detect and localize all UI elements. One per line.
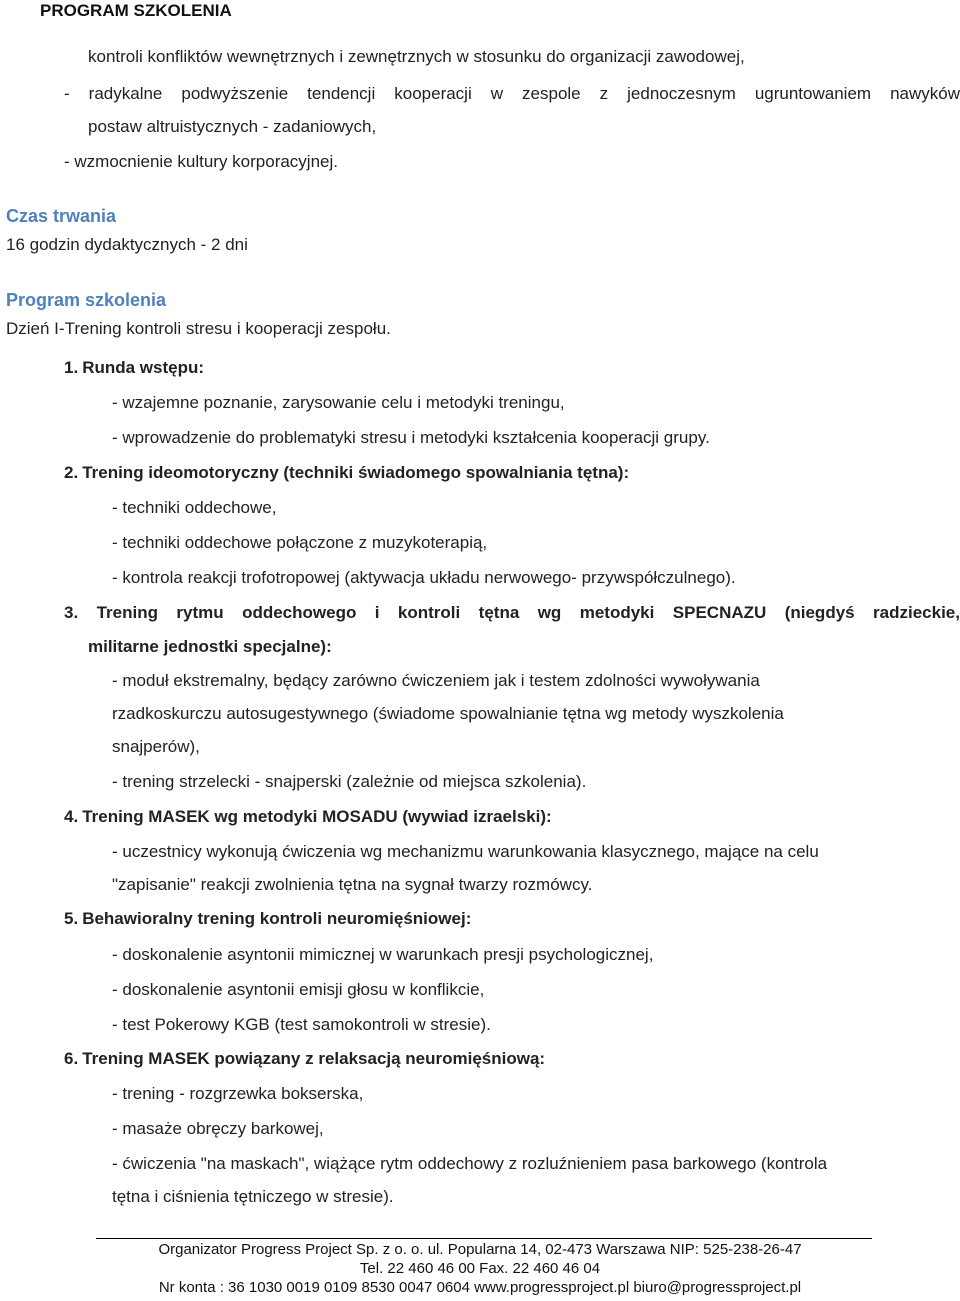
list-item: snajperów), — [112, 737, 200, 756]
list-item: - ćwiczenia "na maskach", wiążące rytm oddechowy z rozluźnieniem pasa barkowego (kontrola — [112, 1154, 828, 1173]
footer-organizer: Organizator Progress Project Sp. z o. o. ul. Popularna 14, 02-473 Warszawa NIP: 525-238-26-47 — [158, 1241, 802, 1258]
list-item: - doskonalenie asyntonii mimicznej w warunkach presji psychologicznej, — [112, 945, 654, 964]
list-item: - moduł ekstremalny, będący zarówno ćwiczeniem jak i testem zdolności wywoływania — [112, 671, 760, 690]
duration-heading: Czas trwania — [6, 206, 117, 226]
footer-account: Nr konta : 36 1030 0019 0109 8530 0047 0604 www.progressproject.pl biuro@progressproject.pl — [158, 1279, 802, 1296]
item-number: 2. — [64, 463, 79, 482]
program-heading: Program szkolenia — [6, 290, 167, 310]
list-item: - techniki oddechowe połączone z muzykoterapią, — [112, 533, 488, 552]
list-item: rzadkoskurczu autosugestywnego (świadome spowalnianie tętna wg metody wyszkolenia — [112, 704, 784, 723]
footer-contact: Tel. 22 460 46 00 Fax. 22 460 46 04 — [359, 1260, 601, 1277]
program-item-1-heading — [64, 357, 204, 379]
item-title: Runda wstępu: — [82, 358, 205, 377]
intro-line: - radykalne podwyższenie tendencji kooperacji w zespole z jednoczesnym ugruntowaniem nawyków — [64, 84, 960, 103]
list-item: - kontrola reakcji trofotropowej (aktywacja układu nerwowego- przywspółczulnego). — [112, 568, 736, 587]
list-item: - doskonalenie asyntonii emisji głosu w konflikcie, — [112, 980, 485, 999]
item-title: Behawioralny trening kontroli neuromięśniowej: — [82, 909, 472, 928]
list-item: - wzajemne poznanie, zarysowanie celu i metodyki treningu, — [112, 393, 565, 412]
item-number: 4. — [64, 807, 79, 826]
list-item: - techniki oddechowe, — [112, 498, 277, 517]
item-title: Trening MASEK powiązany z relaksacją neuromięśniową: — [82, 1049, 546, 1068]
intro-line: kontroli konfliktów wewnętrznych i zewnętrznych w stosunku do organizacji zawodowej, — [88, 47, 745, 66]
program-item-3-heading — [64, 602, 960, 624]
intro-line: - wzmocnienie kultury korporacyjnej. — [64, 152, 338, 171]
program-item-6-heading — [64, 1048, 545, 1070]
program-item-2-heading — [64, 462, 629, 484]
list-item: - wprowadzenie do problematyki stresu i metodyki kształcenia kooperacji grupy. — [112, 428, 710, 447]
item-title: Trening rytmu oddechowego i kontroli tętna wg metodyki SPECNAZU (niegdyś radzieckie, — [96, 603, 960, 622]
list-item: "zapisanie" reakcji zwolnienia tętna na sygnał twarzy rozmówcy. — [112, 875, 593, 894]
footer-divider — [96, 1238, 872, 1239]
item-number: 6. — [64, 1049, 79, 1068]
intro-line: postaw altruistycznych - zadaniowych, — [88, 117, 377, 136]
item-number: 3. — [64, 603, 79, 622]
list-item: - trening - rozgrzewka bokserska, — [112, 1084, 364, 1103]
day-heading: Dzień I-Trening kontroli stresu i kooperacji zespołu. — [6, 319, 391, 338]
program-item-3-heading-cont: militarne jednostki specjalne): — [88, 637, 332, 656]
list-item: - trening strzelecki - snajperski (zależnie od miejsca szkolenia). — [112, 772, 587, 791]
list-item: - test Pokerowy KGB (test samokontroli w stresie). — [112, 1015, 491, 1034]
item-number: 5. — [64, 909, 79, 928]
duration-text: 16 godzin dydaktycznych - 2 dni — [6, 235, 248, 254]
item-number: 1. — [64, 358, 79, 377]
list-item: - masaże obręczy barkowej, — [112, 1119, 324, 1138]
list-item: - uczestnicy wykonują ćwiczenia wg mechanizmu warunkowania klasycznego, mające na celu — [112, 842, 819, 861]
program-item-4-heading — [64, 806, 552, 828]
item-title: Trening MASEK wg metodyki MOSADU (wywiad izraelski): — [82, 807, 552, 826]
list-item: tętna i ciśnienia tętniczego w stresie). — [112, 1187, 394, 1206]
item-title: Trening ideomotoryczny (techniki świadomego spowalniania tętna): — [82, 463, 630, 482]
page-title: PROGRAM SZKOLENIA — [40, 1, 232, 20]
program-item-5-heading — [64, 908, 471, 930]
